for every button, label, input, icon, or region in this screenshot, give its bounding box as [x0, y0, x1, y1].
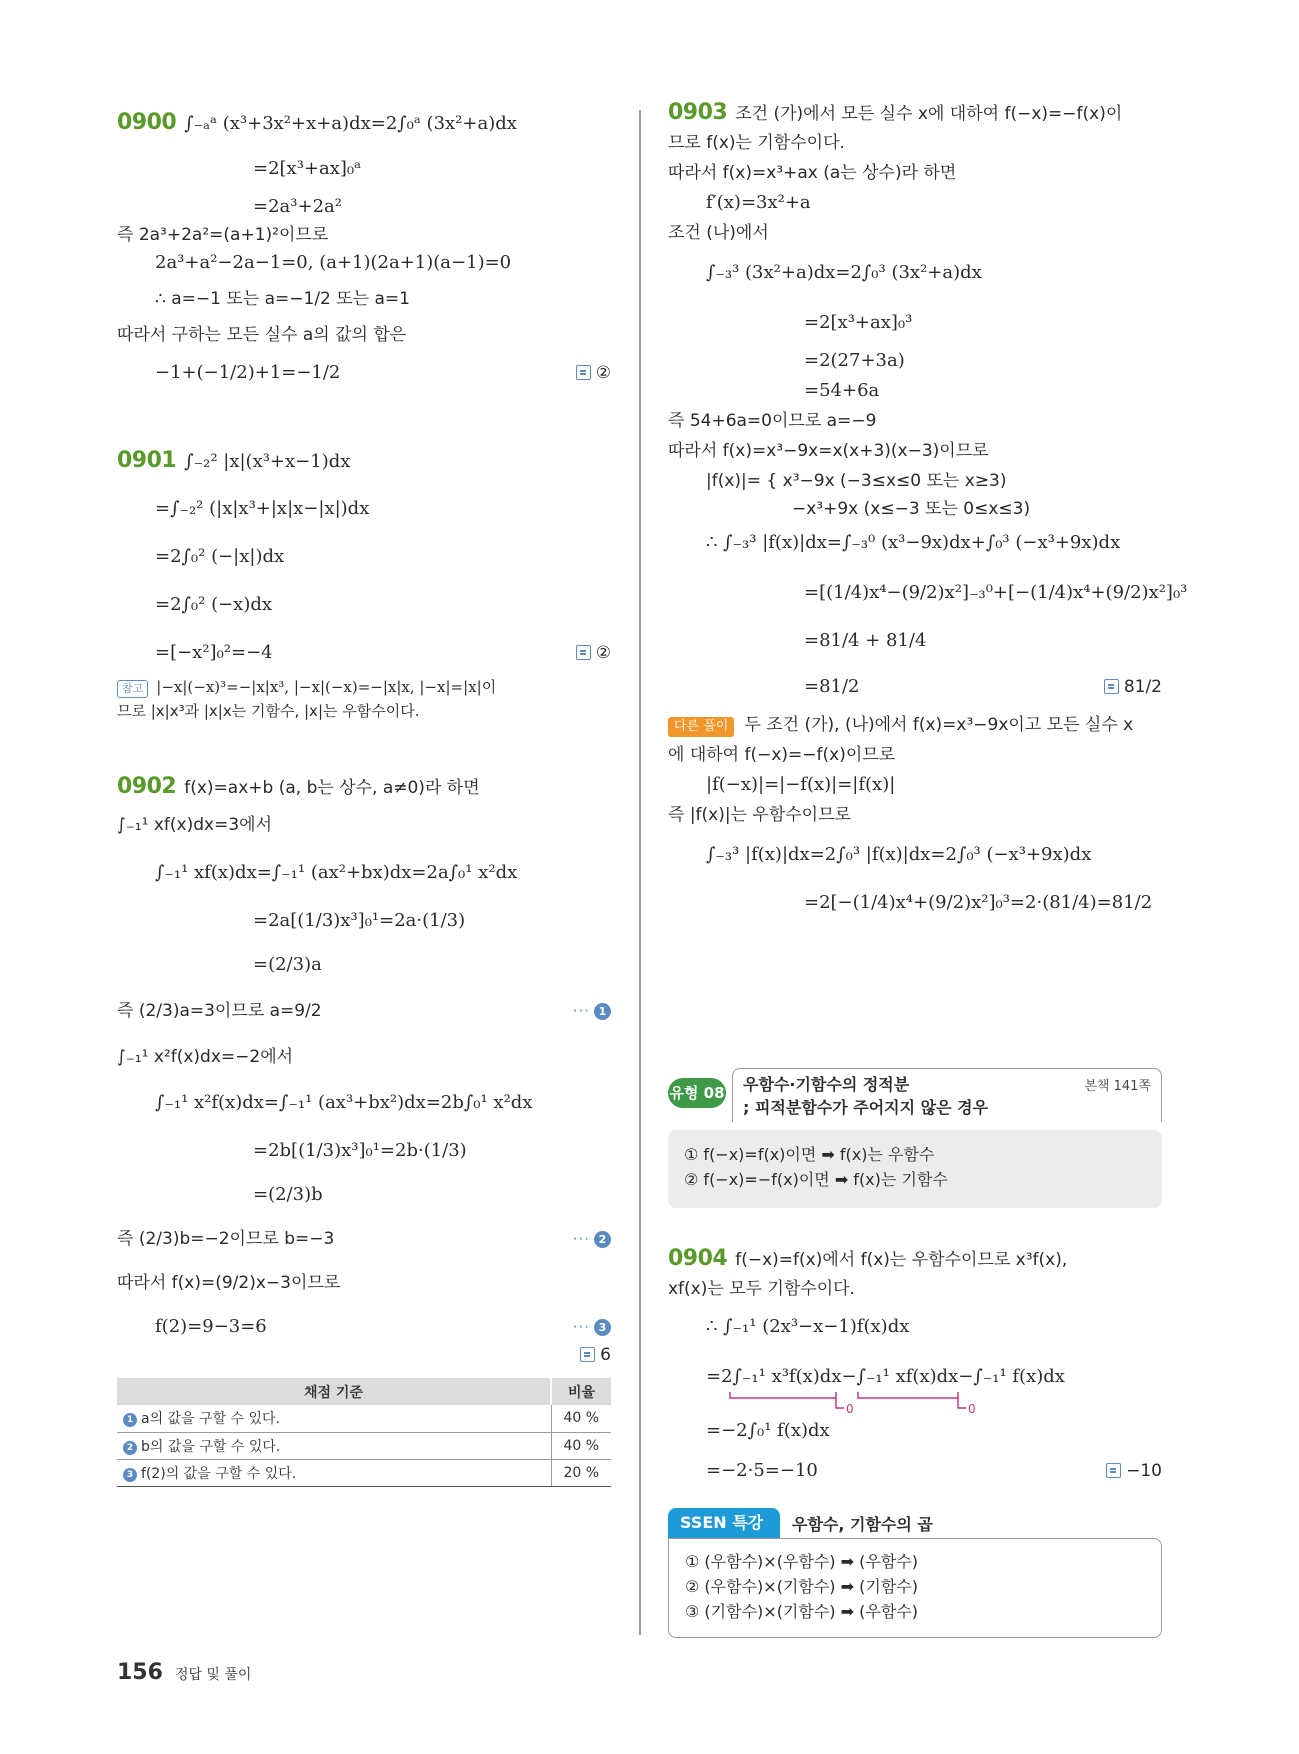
- problem-0903-line4: f′(x)=3x²+a: [706, 192, 811, 213]
- type-08-rule2: ② f(−x)=−f(x)이면 ➡ f(x)는 기함수: [684, 1170, 948, 1189]
- problem-0902-line3: ∫₋₁¹ xf(x)dx=∫₋₁¹ (ax²+bx)dx=2a∫₀¹ x²dx: [155, 862, 518, 883]
- type-08-title2: ; 피적분함수가 주어지지 않은 경우: [743, 1098, 989, 1117]
- alt-solution-line6: =2[−(1/4)x⁴+(9/2)x²]₀³=2·(81/4)=81/2: [804, 892, 1153, 913]
- type-08-rule1: ① f(−x)=f(x)이면 ➡ f(x)는 우함수: [684, 1145, 935, 1164]
- note-badge: 참고: [117, 680, 148, 698]
- ssen-rule1: ① (우함수)×(우함수) ➡ (우함수): [685, 1552, 918, 1571]
- answer-icon: [576, 645, 591, 660]
- problem-0903-line2: 므로 f(x)는 기함수이다.: [668, 133, 845, 153]
- criteria-ratio: 40 %: [551, 1432, 611, 1459]
- problem-0903-line3: 따라서 f(x)=x³+ax (a는 상수)라 하면: [668, 163, 957, 183]
- problem-0902-line13: f(2)=9−3=6: [155, 1316, 267, 1337]
- footer-label: 정답 및 풀이: [174, 1667, 252, 1683]
- problem-0900-line1: 0900 ∫₋ₐᵃ (x³+3x²+x+a)dx=2∫₀ᵃ (3x²+a)dx: [117, 110, 517, 135]
- criteria-number: 2: [123, 1441, 137, 1455]
- answer-icon: [1106, 1463, 1121, 1478]
- problem-0903-line9: =54+6a: [804, 380, 880, 401]
- alt-solution-line2: 에 대하여 f(−x)=−f(x)이므로: [668, 745, 896, 765]
- problem-0904-line2: xf(x)는 모두 기함수이다.: [668, 1279, 855, 1299]
- problem-0903-line14: =[(1/4)x⁴−(9/2)x²]₋₃⁰+[−(1/4)x⁴+(9/2)x²]₀³: [804, 582, 1188, 603]
- problem-0902-line7: ∫₋₁¹ x²f(x)dx=−2에서: [117, 1047, 294, 1067]
- ssen-rule2: ② (우함수)×(기함수) ➡ (기함수): [685, 1577, 918, 1596]
- problem-0904-line4: =2∫₋₁¹ x³f(x)dx−∫₋₁¹ xf(x)dx−∫₋₁¹ f(x)dx: [706, 1366, 1065, 1387]
- column-divider: [639, 110, 641, 1635]
- problem-0903-line13: ∴ ∫₋₃³ |f(x)|dx=∫₋₃⁰ (x³−9x)dx+∫₀³ (−x³+9x)dx: [706, 532, 1121, 553]
- type-08-tag: 유형 08: [668, 1078, 726, 1108]
- problem-0903-line1: 0903 조건 (가)에서 모든 실수 x에 대하여 f(−x)=−f(x)이: [668, 100, 1123, 125]
- problem-0901-line2: =∫₋₂² (|x|x³+|x|x−|x|)dx: [155, 498, 370, 519]
- problem-0900-line8: −1+(−1/2)+1=−1/2: [155, 362, 341, 383]
- criteria-ratio: 40 %: [551, 1405, 611, 1432]
- answer-icon: [580, 1347, 595, 1362]
- answer-0903: 81/2: [1104, 674, 1162, 700]
- ssen-title: 우함수, 기함수의 곱: [792, 1515, 933, 1534]
- problem-0902-line8: ∫₋₁¹ x²f(x)dx=∫₋₁¹ (ax³+bx²)dx=2b∫₀¹ x²dx: [155, 1092, 533, 1113]
- table-row: [117, 1432, 611, 1459]
- problem-0900-line4: 즉 2a³+2a²=(a+1)²이므로: [117, 225, 329, 245]
- criteria-text: f(2)의 값을 구할 수 있다.: [141, 1465, 297, 1482]
- problem-0902-line6: 즉 (2/3)a=3이므로 a=9/2: [117, 1001, 322, 1021]
- problem-0901-line4: =2∫₀² (−x)dx: [155, 594, 273, 615]
- problem-0900-line3: =2a³+2a²: [253, 196, 342, 217]
- criteria-number: 3: [123, 1468, 137, 1482]
- type-08-body: [668, 1130, 1162, 1208]
- problem-number-0901: 0901: [117, 448, 177, 473]
- note-0901-line2: 므로 |x|x³과 |x|x는 기함수, |x|는 우함수이다.: [117, 702, 420, 720]
- ssen-rule3: ③ (기함수)×(기함수) ➡ (우함수): [685, 1602, 918, 1621]
- table-row: [117, 1405, 611, 1432]
- alt-solution-line5: ∫₋₃³ |f(x)|dx=2∫₀³ |f(x)|dx=2∫₀³ (−x³+9x)dx: [706, 844, 1092, 865]
- ssen-body: [668, 1538, 1162, 1638]
- problem-0903-line5: 조건 (나)에서: [668, 223, 769, 243]
- answer-0904: −10: [1106, 1458, 1162, 1484]
- criteria-number: 1: [123, 1413, 137, 1427]
- problem-0902-line9: =2b[(1/3)x³]₀¹=2b·(1/3): [253, 1140, 467, 1161]
- table-row: [117, 1459, 611, 1486]
- zero-underline-braces: [668, 1388, 1162, 1418]
- type-08-reference: 본책 141쪽: [1084, 1079, 1151, 1094]
- problem-0902-line4: =2a[(1/3)x³]₀¹=2a·(1/3): [253, 910, 466, 931]
- problem-0903-line12b: −x³+9x (x≤−3 또는 0≤x≤3): [792, 499, 1031, 519]
- problem-0903-line10: 즉 54+6a=0이므로 a=−9: [668, 411, 877, 431]
- page-footer: [117, 1660, 251, 1685]
- answer-icon: [576, 365, 591, 380]
- alt-solution-line1: 다른 풀이 두 조건 (가), (나)에서 f(x)=x³−9x이고 모든 실수 x: [668, 712, 1133, 738]
- problem-0901-line1: 0901 ∫₋₂² |x|(x³+x−1)dx: [117, 448, 351, 473]
- criteria-text: b의 값을 구할 수 있다.: [141, 1438, 281, 1455]
- problem-0903-line11: 따라서 f(x)=x³−9x=x(x+3)(x−3)이므로: [668, 441, 989, 461]
- step-marker-3: ··· 3: [573, 1314, 611, 1340]
- problem-0903-line7: =2[x³+ax]₀³: [804, 312, 913, 333]
- problem-number-0900: 0900: [117, 110, 177, 135]
- problem-number-0902: 0902: [117, 774, 177, 799]
- problem-0903-line16: =81/2: [804, 676, 860, 697]
- problem-0902-line10: =(2/3)b: [253, 1184, 323, 1205]
- grading-header-criteria: 채점 기준: [117, 1378, 551, 1405]
- alt-solution-line3: |f(−x)|=|−f(x)|=|f(x)|: [706, 774, 896, 795]
- type-08-header: [732, 1068, 1162, 1122]
- problem-0904-line1: 0904 f(−x)=f(x)에서 f(x)는 우함수이므로 x³f(x),: [668, 1246, 1068, 1271]
- problem-0903-line12a: |f(x)|= { x³−9x (−3≤x≤0 또는 x≥3): [706, 471, 1007, 491]
- note-0901-line1: 참고 |−x|(−x)³=−|x|x³, |−x|(−x)=−|x|x, |−x|=|x|이: [117, 676, 496, 698]
- grading-table: [117, 1378, 611, 1487]
- problem-0902-line1: 0902 f(x)=ax+b (a, b는 상수, a≠0)라 하면: [117, 774, 480, 799]
- alt-solution-badge: 다른 풀이: [668, 717, 734, 737]
- step-marker-1: ··· 1: [573, 998, 611, 1024]
- criteria-ratio: 20 %: [551, 1459, 611, 1486]
- problem-0902-line2: ∫₋₁¹ xf(x)dx=3에서: [117, 815, 272, 835]
- problem-0900-line5: 2a³+a²−2a−1=0, (a+1)(2a+1)(a−1)=0: [155, 252, 512, 273]
- criteria-text: a의 값을 구할 수 있다.: [141, 1411, 281, 1428]
- problem-0900-line6: ∴ a=−1 또는 a=−1/2 또는 a=1: [155, 289, 410, 309]
- type-08-title1: 우함수·기함수의 정적분: [743, 1075, 910, 1094]
- answer-icon: [1104, 679, 1119, 694]
- problem-number-0904: 0904: [668, 1246, 728, 1271]
- problem-0904-line3: ∴ ∫₋₁¹ (2x³−x−1)f(x)dx: [706, 1316, 910, 1337]
- answer-0902: 6: [580, 1342, 611, 1368]
- grading-header-ratio: 비율: [551, 1378, 611, 1405]
- problem-0903-line15: =81/4 + 81/4: [804, 630, 927, 651]
- problem-0903-line6: ∫₋₃³ (3x²+a)dx=2∫₀³ (3x²+a)dx: [706, 262, 982, 283]
- problem-0902-line11: 즉 (2/3)b=−2이므로 b=−3: [117, 1229, 335, 1249]
- problem-0900-line7: 따라서 구하는 모든 실수 a의 값의 합은: [117, 325, 407, 345]
- answer-0900: ②: [576, 360, 611, 386]
- step-marker-2: ··· 2: [573, 1226, 611, 1252]
- problem-0902-line5: =(2/3)a: [253, 954, 322, 975]
- problem-0901-line3: =2∫₀² (−|x|)dx: [155, 546, 285, 567]
- ssen-tag: SSEN 특강: [668, 1508, 780, 1538]
- problem-number-0903: 0903: [668, 100, 728, 125]
- grading-header-row: [117, 1378, 611, 1405]
- problem-0901-line5: =[−x²]₀²=−4: [155, 642, 273, 663]
- zero-label: 0: [846, 1402, 854, 1416]
- zero-label: 0: [968, 1402, 976, 1416]
- problem-0902-line12: 따라서 f(x)=(9/2)x−3이므로: [117, 1273, 341, 1293]
- problem-0904-line5: =−2∫₀¹ f(x)dx: [706, 1420, 830, 1441]
- problem-0904-line6: =−2·5=−10: [706, 1460, 818, 1481]
- page-number: 156: [117, 1660, 163, 1685]
- problem-0903-line8: =2(27+3a): [804, 350, 905, 371]
- alt-solution-line4: 즉 |f(x)|는 우함수이므로: [668, 805, 851, 825]
- problem-0900-line2: =2[x³+ax]₀ᵃ: [253, 158, 362, 179]
- answer-0901: ②: [576, 640, 611, 666]
